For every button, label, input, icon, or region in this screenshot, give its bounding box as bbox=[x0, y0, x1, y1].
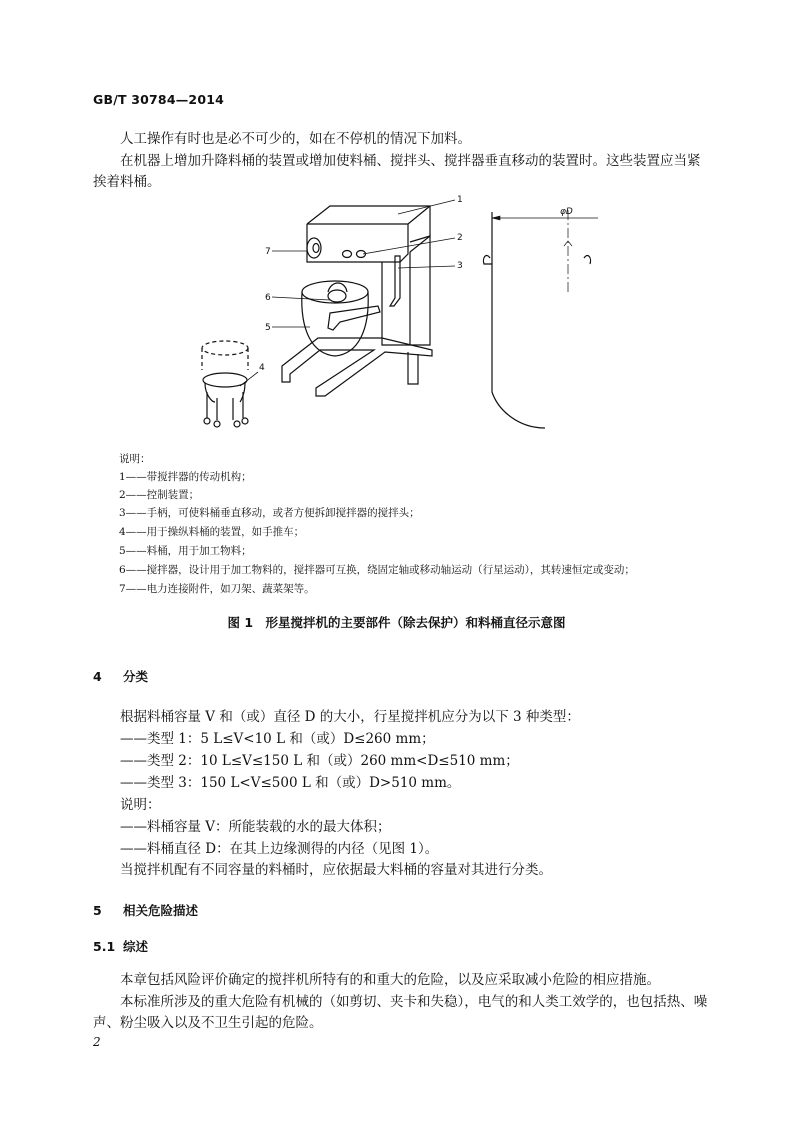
diameter-label: φD bbox=[560, 207, 573, 217]
section-5-1-paragraph-2-line-1: 本标准所涉及的重大危险有机械的（如剪切、夹卡和失稳），电气的和人类工效学的，也包括热、噪 bbox=[120, 994, 708, 1010]
legend-item: 1——带搅拌器的传动机构； bbox=[119, 471, 252, 483]
standard-number-header: GB/T 30784—2014 bbox=[93, 92, 225, 107]
callout-6: 6 bbox=[265, 293, 271, 303]
section-5-1-paragraph-1: 本章包括风险评价确定的搅拌机所特有的和重大的危险，以及应采取减小危险的相应措施。 bbox=[120, 972, 660, 988]
section-4-line: ——料桶直径 D：在其上边缘测得的内径（见图 1）。 bbox=[120, 841, 439, 857]
intro-paragraph-2-line-2: 挨着料桶。 bbox=[93, 174, 161, 190]
callout-5: 5 bbox=[265, 323, 271, 333]
section-number: 4 bbox=[93, 669, 102, 684]
planetary-mixer-drawing bbox=[240, 200, 455, 396]
section-4-line: 说明： bbox=[120, 797, 161, 813]
intro-paragraph-2-line-1: 在机器上增加升降料桶的装置或增加使料桶、搅拌头、搅拌器垂直移动的装置时。这些装置应当紧 bbox=[120, 153, 701, 169]
section-4-line: ——类型 1：5 L≤V<10 L 和（或）D≤260 mm； bbox=[120, 731, 435, 747]
callout-7: 7 bbox=[265, 247, 271, 257]
section-number: 5 bbox=[93, 903, 102, 918]
section-5-heading bbox=[93, 901, 198, 919]
section-5-1-heading bbox=[93, 937, 148, 955]
legend-item: 4——用于操纵料桶的装置，如手推车； bbox=[119, 526, 305, 538]
intro-paragraph-1: 人工操作有时也是必不可少的，如在不停机的情况下加料。 bbox=[120, 131, 471, 147]
callout-4: 4 bbox=[259, 363, 265, 373]
section-title: 相关危险描述 bbox=[123, 903, 199, 918]
bowl-diameter-section-drawing bbox=[483, 210, 598, 428]
section-title: 综述 bbox=[123, 939, 149, 954]
figure-1-mixer-diagram bbox=[0, 0, 793, 440]
legend-item: 3——手柄，可使料桶垂直移动，或者方便拆卸搅拌器的搅拌头； bbox=[119, 507, 420, 519]
section-4-line: ——类型 2：10 L≤V≤150 L 和（或）260 mm<D≤510 mm； bbox=[120, 753, 519, 769]
figure-caption: 图 1 形星搅拌机的主要部件（除去保护）和料桶直径示意图 bbox=[227, 615, 566, 630]
section-4-heading bbox=[93, 667, 148, 685]
section-5-1-paragraph-2-line-2: 声、粉尘吸入以及不卫生引起的危险。 bbox=[93, 1015, 323, 1031]
callout-2: 2 bbox=[457, 233, 463, 243]
legend-item: 5——料桶，用于加工物料； bbox=[119, 545, 252, 557]
callout-3: 3 bbox=[457, 261, 463, 271]
bowl-trolley-drawing bbox=[202, 341, 248, 427]
section-4-line: ——类型 3：150 L<V≤500 L 和（或）D>510 mm。 bbox=[120, 775, 461, 791]
callout-1: 1 bbox=[457, 195, 463, 205]
section-4-line: 根据料桶容量 V 和（或）直径 D 的大小，行星搅拌机应分为以下 3 种类型： bbox=[120, 709, 580, 725]
legend-title: 说明： bbox=[119, 453, 151, 465]
section-title: 分类 bbox=[123, 669, 149, 684]
legend-item: 2——控制装置； bbox=[119, 489, 200, 501]
legend-item: 6——搅拌器，设计用于加工物料的，搅拌器可互换，绕固定轴或移动轴运动（行星运动），其转速恒定或变动； bbox=[119, 564, 635, 576]
section-4-line: 当搅拌机配有不同容量的料桶时，应依据最大料桶的容量对其进行分类。 bbox=[120, 862, 552, 878]
section-4-line: ——料桶容量 V：所能装载的水的最大体积； bbox=[120, 819, 391, 835]
legend-item: 7——电力连接附件，如刀架、蔬菜架等。 bbox=[119, 583, 315, 595]
section-number: 5.1 bbox=[93, 939, 116, 954]
page-number: 2 bbox=[93, 1035, 101, 1049]
